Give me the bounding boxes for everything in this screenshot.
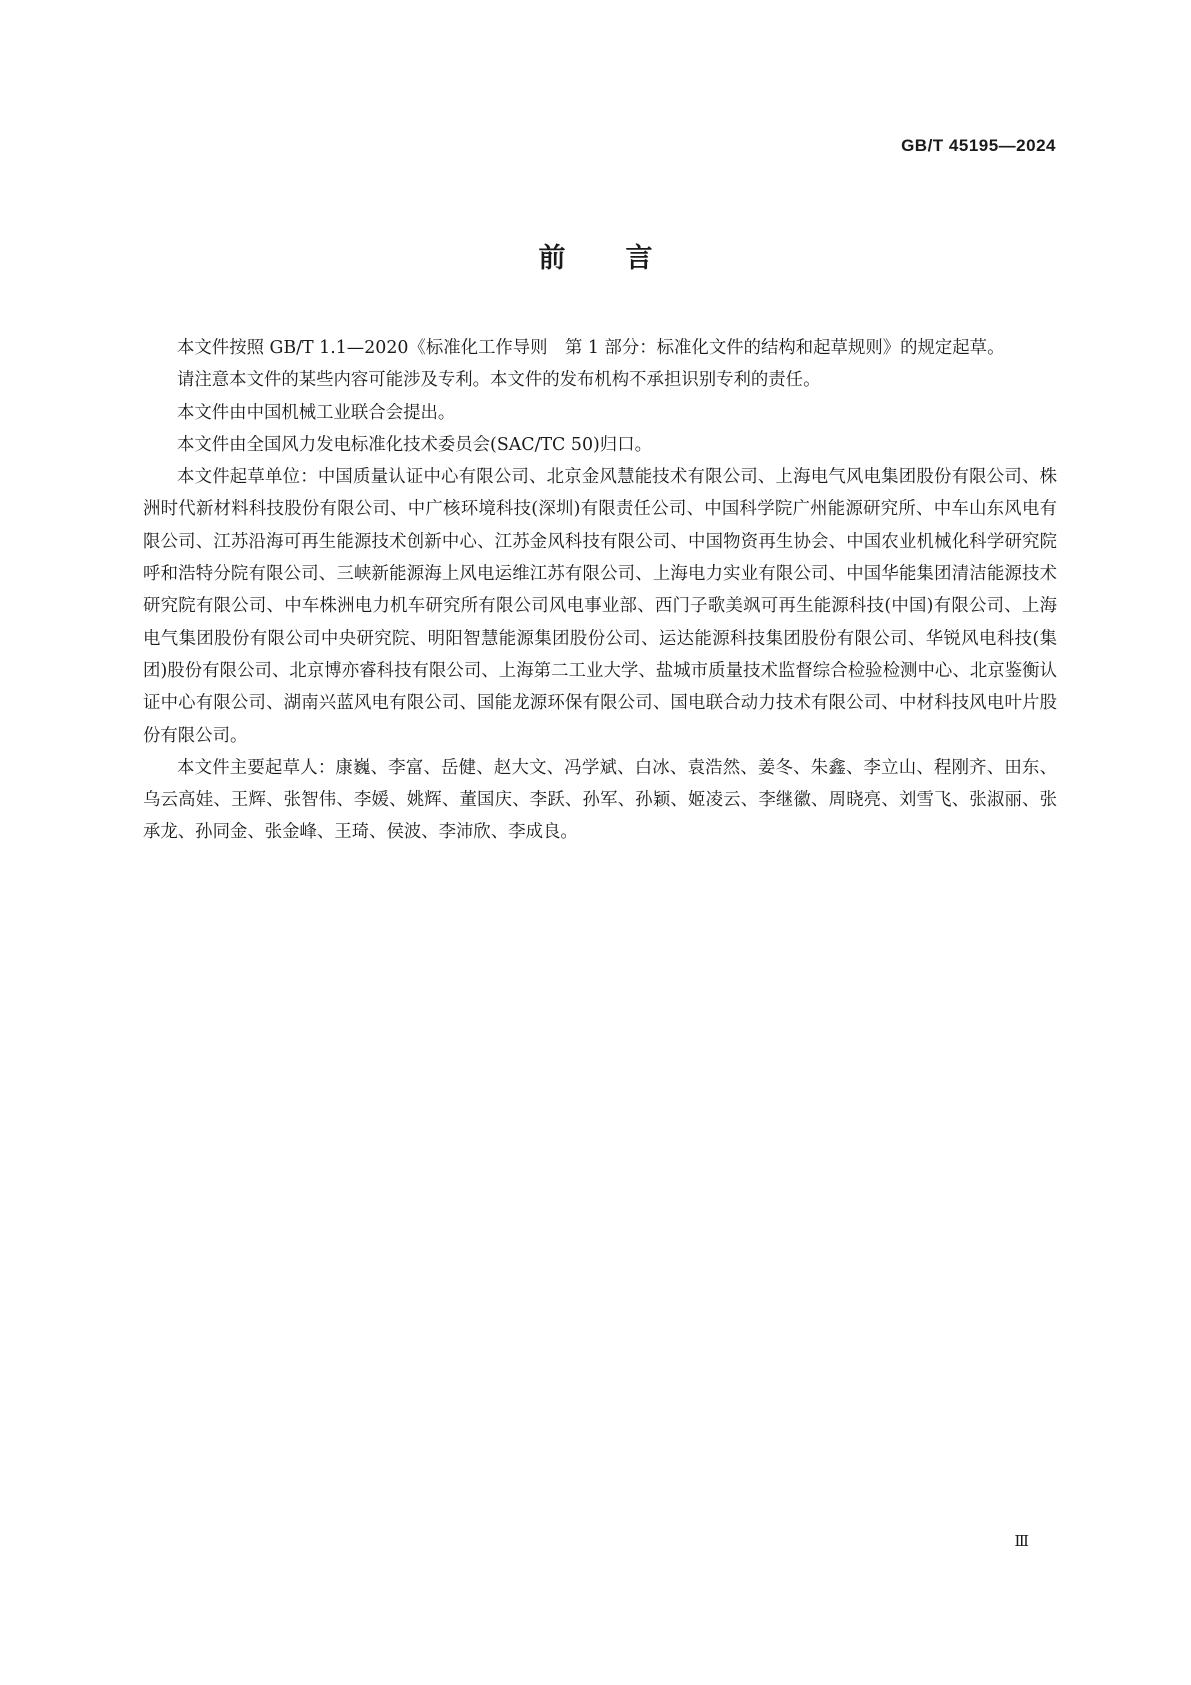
paragraph-technical-committee: 本文件由全国风力发电标准化技术委员会(SAC/TC 50)归口。 — [177, 434, 652, 455]
foreword-body — [143, 332, 1057, 849]
paragraph-proposer: 本文件由中国机械工业联合会提出。 — [177, 402, 456, 423]
paragraph-drafting-rules: 本文件按照 GB/T 1.1—2020《标准化工作导则 第 1 部分：标准化文件的结构和起草规则》的规定起草。 — [177, 338, 1005, 358]
paragraph-drafting-organizations: 本文件起草单位：中国质量认证中心有限公司、北京金风慧能技术有限公司、上海电气风电集团股份有限公司、株洲时代新材料科技股份有限公司、中广核环境科技(深圳)有限责任公司、中国科学院广州能源研究所、中车山东风电有限公司、江苏沿海可再生能源技术创新中心、江苏金风科技有限公司、中国物资再生协会、中国农业机械化科学研究院呼和浩特分院有限公司、三峡新能源海上风电运维江苏有限公司、上海电力实业有限公司、中国华能集团清洁能源技术研究院有限公司、中车株洲电力机车研究所有限公司风电事业部、西门子歌美飒可再生能源科技(中国)有限公司、上海电气集团股份有限公司中央研究院、明阳智慧能源集团股份公司、运达能源科技集团股份有限公司、华锐风电科技(集团)股份有限公司、北京博亦睿科技有限公司、上海第二工业大学、盐城市质量技术监督综合检验检测中心、北京鉴衡认证中心有限公司、湖南兴蓝风电有限公司、国能龙源环保有限公司、国电联合动力技术有限公司、中材科技风电叶片股份有限公司。 — [143, 467, 1057, 746]
paragraph-main-drafters: 本文件主要起草人：康巍、李富、岳健、赵大文、冯学斌、白冰、袁浩然、姜冬、朱鑫、李立山、程刚齐、田东、乌云高娃、王辉、张智伟、李媛、姚辉、董国庆、李跃、孙军、孙颖、姬凌云、李继徽、周晓亮、刘雪飞、张淑丽、张承龙、孙同金、张金峰、王琦、侯波、李沛欣、李成良。 — [143, 757, 1057, 843]
page-title: 前言 — [538, 243, 713, 274]
page-number: Ⅲ — [1014, 1532, 1029, 1550]
paragraph-patent-notice: 请注意本文件的某些内容可能涉及专利。本文件的发布机构不承担识别专利的责任。 — [177, 370, 821, 391]
standard-code: GB/T 45195—2024 — [901, 136, 1056, 155]
